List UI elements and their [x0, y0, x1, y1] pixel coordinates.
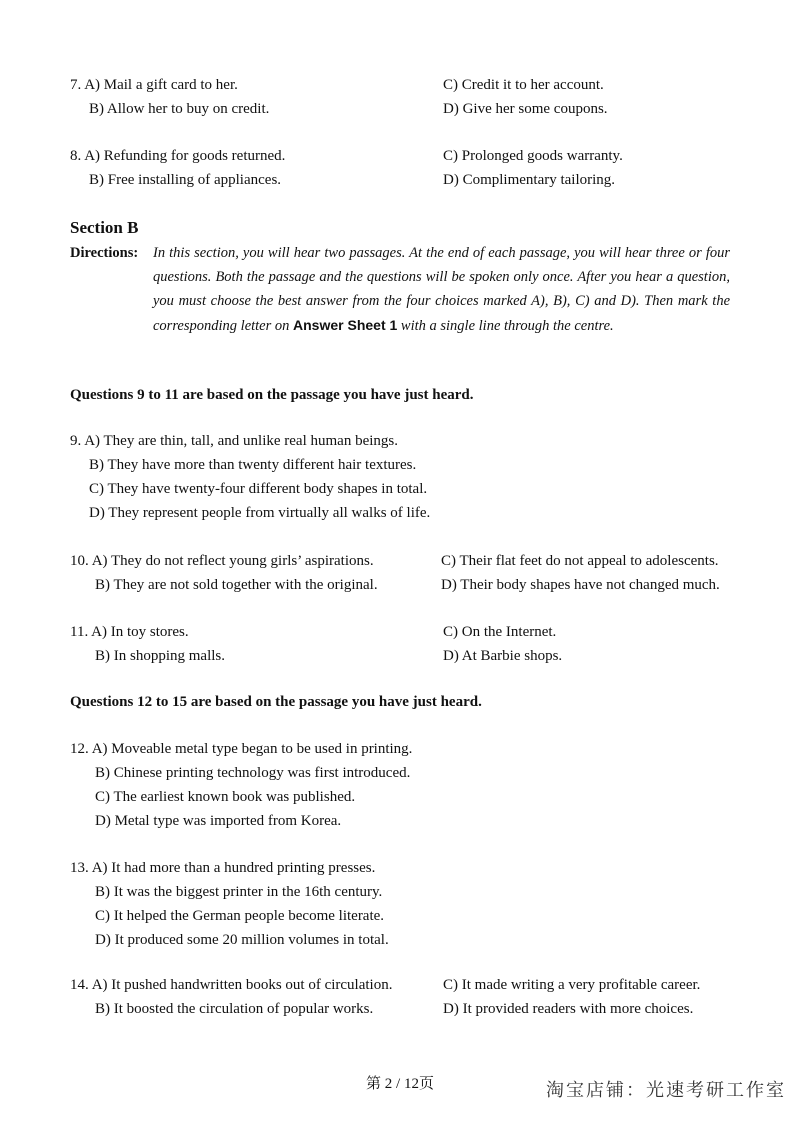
option-c: C) The earliest known book was published.: [95, 789, 356, 805]
option-d: D) It produced some 20 million volumes in total.: [95, 932, 389, 948]
option-c: C) It helped the German people become literate.: [95, 908, 385, 924]
group-heading-12-15: Questions 12 to 15 are based on the passage you have just heard.: [70, 694, 482, 710]
section-title: Section B: [70, 218, 139, 237]
option-b: B) It boosted the circulation of popular works.: [95, 1001, 374, 1017]
question-number: 13. A) It had more than a hundred printing presses.: [70, 860, 376, 876]
option-b: B) Chinese printing technology was first introduced.: [95, 765, 411, 781]
option-b: B) In shopping malls.: [95, 648, 225, 664]
option-a: A) Moveable metal type began to be used in printing.: [91, 741, 413, 757]
option-c: C) On the Internet.: [443, 624, 557, 640]
question-11: [70, 620, 740, 668]
option-b: B) Free installing of appliances.: [89, 172, 282, 188]
option-d: D) At Barbie shops.: [443, 648, 563, 664]
question-14: [70, 973, 740, 1021]
option-d: D) Their body shapes have not changed much.: [441, 577, 720, 593]
option-a: A) It had more than a hundred printing presses.: [91, 860, 376, 876]
group-heading-9-11: Questions 9 to 11 are based on the passage you have just heard.: [70, 387, 474, 403]
option-a: A) They are thin, tall, and unlike real human beings.: [84, 433, 398, 449]
option-c: C) Prolonged goods warranty.: [443, 148, 623, 164]
option-c: C) They have twenty-four different body shapes in total.: [89, 481, 428, 497]
directions: [70, 241, 730, 338]
option-d: D) Metal type was imported from Korea.: [95, 813, 342, 829]
option-c: C) Their flat feet do not appeal to adolescents.: [441, 553, 719, 569]
option-d: D) Give her some coupons.: [443, 101, 608, 117]
option-d: D) They represent people from virtually all walks of life.: [89, 505, 431, 521]
option-a: A) They do not reflect young girls’ aspirations.: [91, 553, 374, 569]
question-number: 9. A) They are thin, tall, and unlike real human beings.: [70, 433, 398, 449]
question-8: [70, 144, 740, 192]
option-b: B) It was the biggest printer in the 16th century.: [95, 884, 383, 900]
question-10: [70, 549, 740, 597]
shop-watermark: 淘宝店铺：光速考研工作室: [546, 1080, 786, 1101]
option-c: C) It made writing a very profitable career.: [443, 977, 701, 993]
option-b: B) Allow her to buy on credit.: [89, 101, 270, 117]
question-number: 12. A) Moveable metal type began to be used in printing.: [70, 741, 413, 757]
option-b: B) They are not sold together with the original.: [95, 577, 378, 593]
option-d: D) It provided readers with more choices.: [443, 1001, 694, 1017]
option-a: A) In toy stores.: [91, 624, 189, 640]
question-number: 10. A) They do not reflect young girls’ aspirations.: [70, 553, 374, 569]
answer-sheet-label: Answer Sheet 1: [293, 317, 398, 333]
directions-text: In this section, you will hear two passages. At the end of each passage, you will hear three or four questions. Both the passage and the questions will be spoken only once. After you hear a question, you must choose the best answer from the four choices marked A), B), C) and D). Then mark the corresponding letter on Answer Sheet 1 with a single line through the centre.: [153, 245, 730, 334]
option-a: A) Mail a gift card to her.: [84, 77, 238, 93]
option-a: A) Refunding for goods returned.: [84, 148, 286, 164]
option-a: A) It pushed handwritten books out of circulation.: [91, 977, 393, 993]
directions-label: Directions:: [70, 245, 139, 261]
question-number: 11. A) In toy stores.: [70, 624, 189, 640]
page-number: 第 2 / 12页: [366, 1076, 434, 1092]
question-number: 14. A) It pushed handwritten books out of circulation.: [70, 977, 393, 993]
option-d: D) Complimentary tailoring.: [443, 172, 616, 188]
question-number: 7. A) Mail a gift card to her.: [70, 77, 238, 93]
question-number: 8. A) Refunding for goods returned.: [70, 148, 286, 164]
option-b: B) They have more than twenty different hair textures.: [89, 457, 417, 473]
option-c: C) Credit it to her account.: [443, 77, 604, 93]
question-13: [70, 856, 740, 952]
question-9: [70, 429, 740, 525]
question-7: [70, 73, 740, 121]
question-12: [70, 737, 740, 833]
